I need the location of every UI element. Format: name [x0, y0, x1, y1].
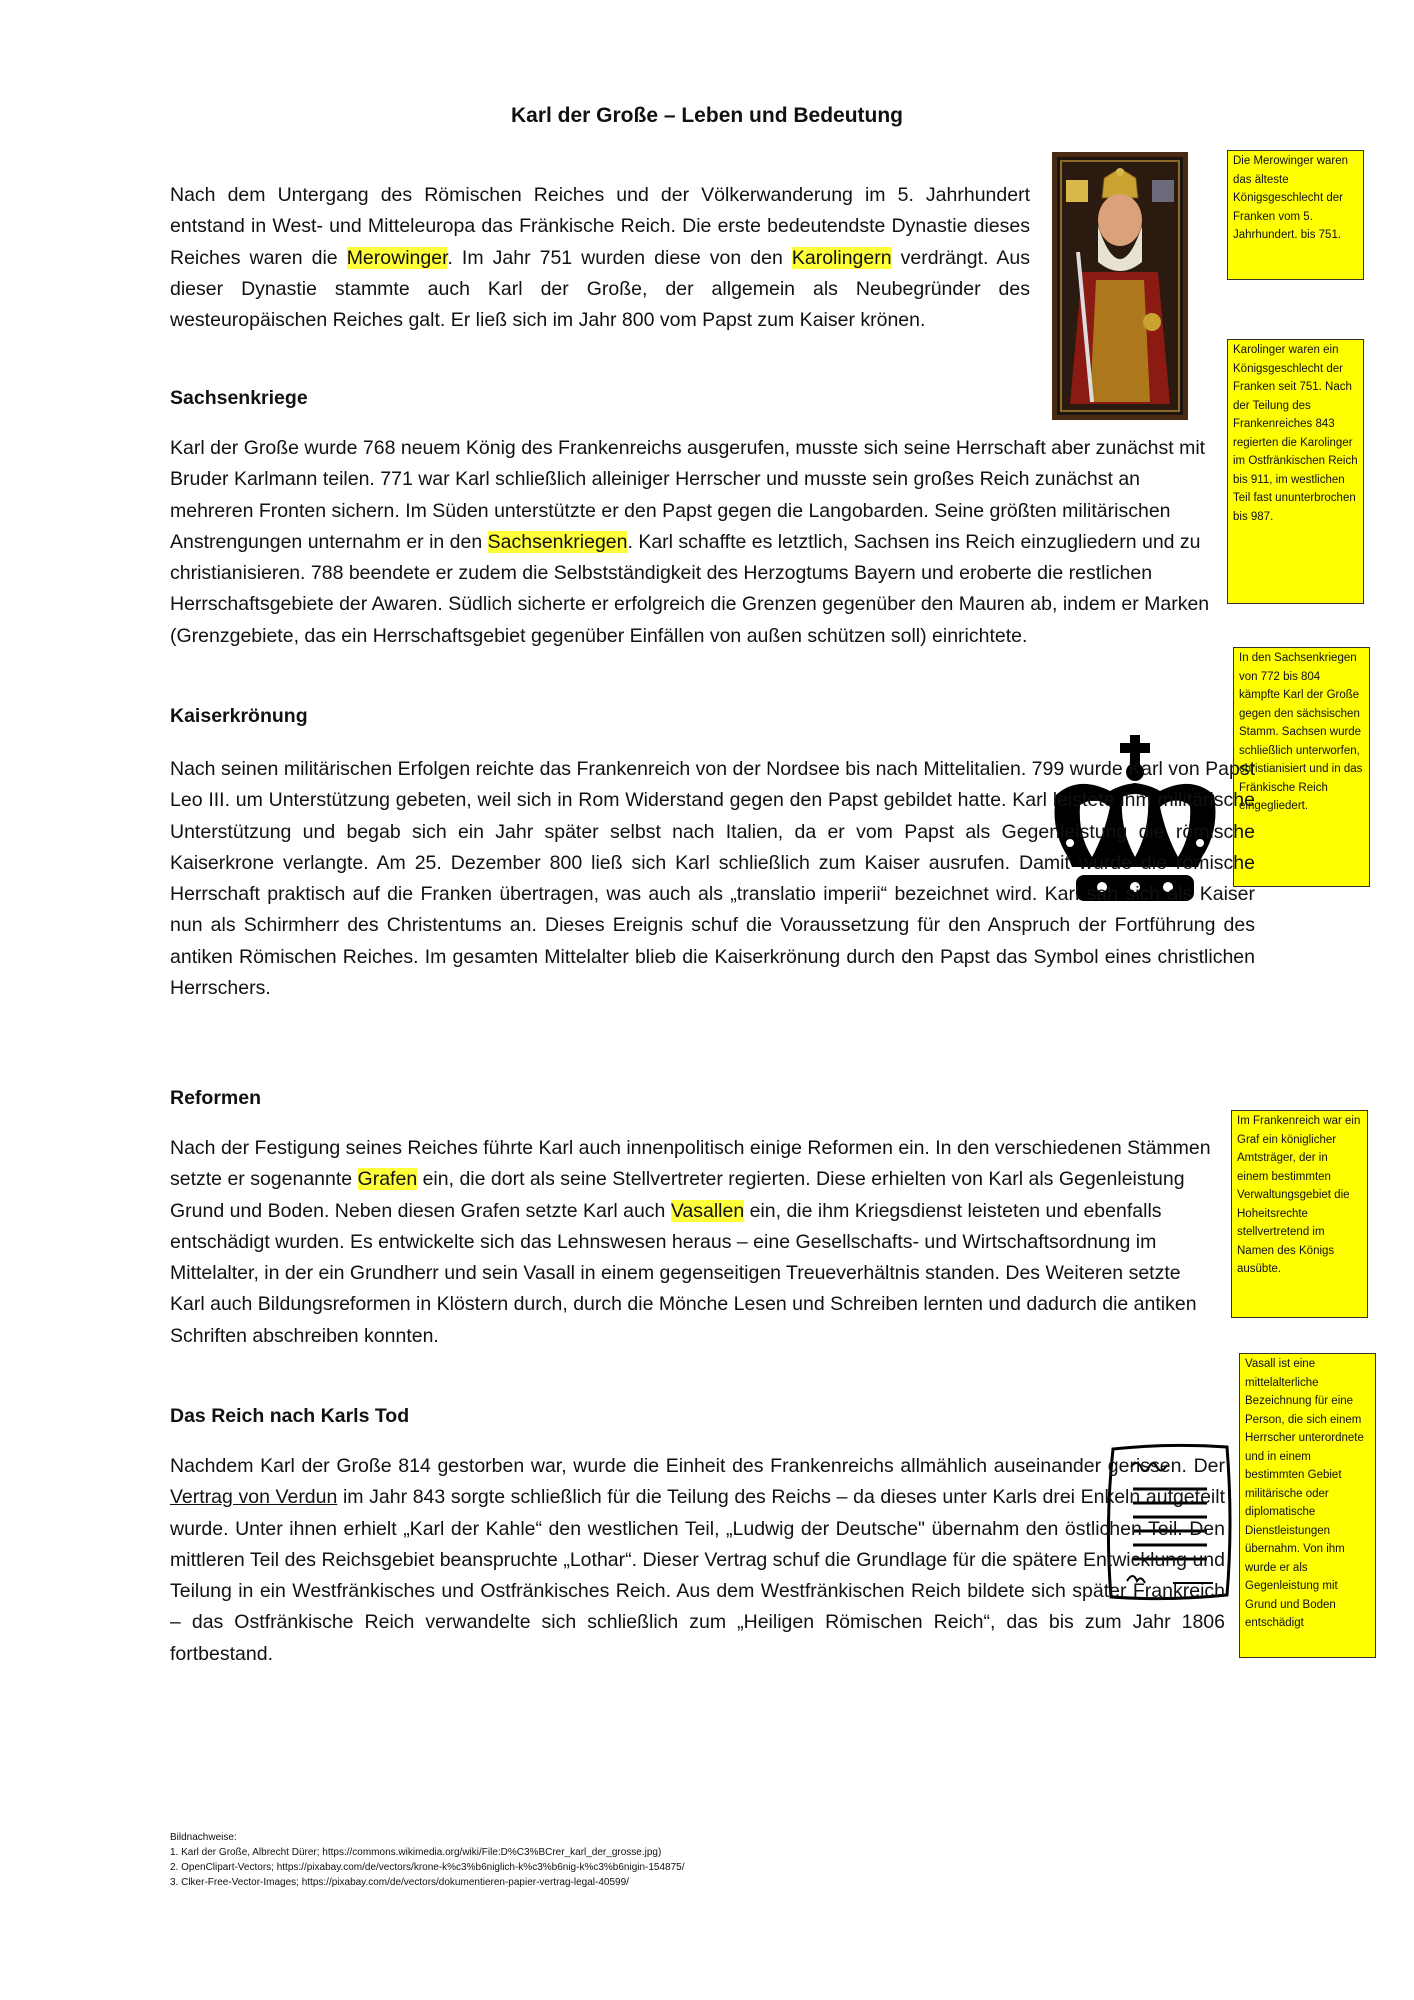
heading-kaiserkroenung: Kaiserkrönung	[170, 705, 308, 727]
note-merowinger: Die Merowinger waren das älteste Königsgeschlecht der Franken vom 5. Jahrhundert. bis 751.	[1227, 150, 1364, 280]
sachsenkriege-text-1: Karl der Große wurde 768 neuem König des Frankenreichs ausgerufen, musste sich seine Herrschaft aber zunächst mit Bruder Karlmann teilen. 771 war Karl schließlich alleiniger Herrscher und musste sein großes Reich zunächst an mehreren Fronten sichern. Im Süden unterstützte er den Papst gegen die Langobarden. Seine größten militärischen Anstrengungen unternahm er in den	[170, 437, 1206, 553]
intro-text-3: verdrängt. Aus dieser Dynastie stammte auch Karl der Große, der allgemein als Neubegründer des westeuropäischen Reiches galt. Er ließ sich im Jahr 800 vom Papst zum Kaiser krönen.	[170, 246, 1030, 332]
highlight-sachsenkriegen: Sachsenkriegen	[487, 530, 628, 553]
reich-text-2: im Jahr 843 sorgte schließlich für die Teilung des Reichs – da dieses unter Karls drei Enkeln aufgeteilt wurde. Unter ihnen erhielt „Karl der Kahle“ den westlichen Teil, „Ludwig der Deutsche" übernahm den östlichen Teil. Den mittleren Teil des Reichsgebiet beanspruchte „Lothar“. Dieser Vertrag schuf die Grundlage für die spätere Entwicklung und Teilung in ein Westfränkisches und Ostfränkisches Reich. Aus dem Westfränkischen Reich bildete sich später Frankreich – das Ostfränkische Reich verwandelte sich schließlich zum „Heiligen Römischen Reich“, das bis zum Jahr 1806 fortbestand.	[170, 1486, 1225, 1665]
intro-text-2: . Im Jahr 751 wurden diese von den	[447, 246, 792, 269]
reformen-paragraph	[170, 1133, 1220, 1352]
credit-item: 1. Karl der Große, Albrecht Dürer; https://commons.wikimedia.org/wiki/File:D%C3%BCrer_karl_der_grosse.jpg)	[170, 1847, 662, 1858]
heading-sachsenkriege: Sachsenkriege	[170, 387, 308, 409]
reich-paragraph	[170, 1451, 1225, 1670]
highlight-merowinger: Merowinger	[346, 246, 448, 269]
heading-reformen: Reformen	[170, 1087, 262, 1109]
reformen-text-3: ein, die ihm Kriegsdienst leisteten und ebenfalls entschädigt wurden. Es entwickelte sich das Lehnswesen heraus – eine Gesellschafts- und Wirtschaftsordnung im Mittelalter, in der ein Grundherr und sein Vasall in einem gegenseitigen Treueverhältnis standen. Des Weiteren setzte Karl auch Bildungsreformen in Klöstern durch, durch die Mönche Lesen und Schreiben lernten und dadurch die antiken Schriften abschreiben konnten.	[170, 1199, 1197, 1347]
note-sachsenkriege: In den Sachsenkriegen von 772 bis 804 kämpfte Karl der Große gegen den sächsischen Stamm. Sachsen wurde schließlich unterworfen, christianisiert und in das Fränkische Reich eingegliedert.	[1233, 647, 1370, 887]
note-graf: Im Frankenreich war ein Graf ein königlicher Amtsträger, der in einem bestimmten Verwaltungsgebiet die Hoheitsrechte stellvertretend im Namen des Königs ausübte.	[1231, 1110, 1368, 1318]
highlight-vasallen: Vasallen	[670, 1199, 745, 1222]
portrait-image	[1052, 152, 1188, 420]
intro-text-1: Nach dem Untergang des Römischen Reiches und der Völkerwanderung im 5. Jahrhundert entstand in West- und Mitteleuropa das Fränkische Reich. Die erste bedeutendste Dynastie dieses Reiches waren die	[170, 184, 1030, 269]
page-title: Karl der Große – Leben und Bedeutung	[510, 104, 904, 127]
highlight-grafen: Grafen	[357, 1168, 418, 1191]
kaiserkroenung-paragraph: Nach seinen militärischen Erfolgen reichte das Frankenreich von der Nordsee bis nach Mittelitalien. 799 wurde Karl von Papst Leo III. um Unterstützung gebeten, weil sich in Rom Widerstand gegen den Papst gebildet hatte. Karl leistete ihm militärische Unterstützung und begab sich ein Jahr später selbst nach Italien, da er vom Papst als Gegenleistung die römische Kaiserkrone verlangte. Am 25. Dezember 800 ließ sich Karl schließlich zum Kaiser ausrufen. Damit wurde die römische Herrschaft praktisch auf die Franken übertragen, was auch als „translatio imperii“ bezeichnet wird. Karl sah sich als Kaiser nun als Schirmherr des Christentums an. Dieses Ereignis schuf die Voraussetzung für den Anspruch der Fortführung des antiken Römischen Reiches. Im gesamten Mittelalter blieb die Kaiserkrönung durch den Papst das Symbol eines christlichen Herrschers.	[170, 758, 1255, 1000]
sachsenkriege-paragraph	[170, 433, 1216, 652]
credit-item: 3. Clker-Free-Vector-Images; https://pixabay.com/de/vectors/dokumentieren-papier-vertrag-legal-40599/	[170, 1877, 629, 1888]
vertrag-von-verdun: Vertrag von Verdun	[170, 1486, 338, 1509]
sachsenkriege-text-2: . Karl schaffte es letztlich, Sachsen ins Reich einzugliedern und zu christianisieren. 788 beendete er zudem die Selbstständigkeit des Herzogtums Bayern und eroberte die restlichen Herrschaftsgebiete der Awaren. Südlich sicherte er erfolgreich die Grenzen gegenüber den Mauren ab, indem er Marken (Grenzgebiete, das ein Herrschaftsgebiet gegenüber Einfällen von außen schützen soll) einrichtete.	[170, 530, 1210, 647]
credit-item: 2. OpenClipart-Vectors; https://pixabay.com/de/vectors/krone-k%c3%b6niglich-k%c3%b6nig-k%c3%b6nigin-154875/	[170, 1862, 685, 1873]
intro-paragraph	[170, 180, 1030, 336]
reich-text-1: Nachdem Karl der Große 814 gestorben war, wurde die Einheit des Frankenreichs allmählich auseinander gerissen. Der	[170, 1455, 1225, 1477]
reformen-text-1: Nach der Festigung seines Reiches führte Karl auch innenpolitisch einige Reformen ein. In den verschiedenen Stämmen setzte er sogenannte	[170, 1137, 1211, 1191]
highlight-karolingern: Karolingern	[791, 246, 892, 269]
credits-label: Bildnachweise:	[170, 1832, 237, 1843]
reformen-text-2: ein, die dort als seine Stellvertreter regierten. Diese erhielten von Karl als Gegenleistung Grund und Boden. Neben diesen Grafen setzte Karl auch	[170, 1168, 1185, 1222]
image-credits	[170, 1830, 685, 1890]
note-karolinger: Karolinger waren ein Königsgeschlecht der Franken seit 751. Nach der Teilung des Frankenreiches 843 regierten die Karolinger im Ostfränkischen Reich bis 911, im westlichen Teil fast ununterbrochen bis 987.	[1227, 339, 1364, 604]
note-vasall: Vasall ist eine mittelalterliche Bezeichnung für eine Person, die sich einem Herrscher unterordnete und in einem bestimmten Gebiet militärische oder diplomatische Dienstleistungen übernahm. Von ihm wurde er als Gegenleistung mit Grund und Boden entschädigt	[1239, 1353, 1376, 1658]
heading-reich-nach-karls-tod: Das Reich nach Karls Tod	[170, 1405, 410, 1427]
